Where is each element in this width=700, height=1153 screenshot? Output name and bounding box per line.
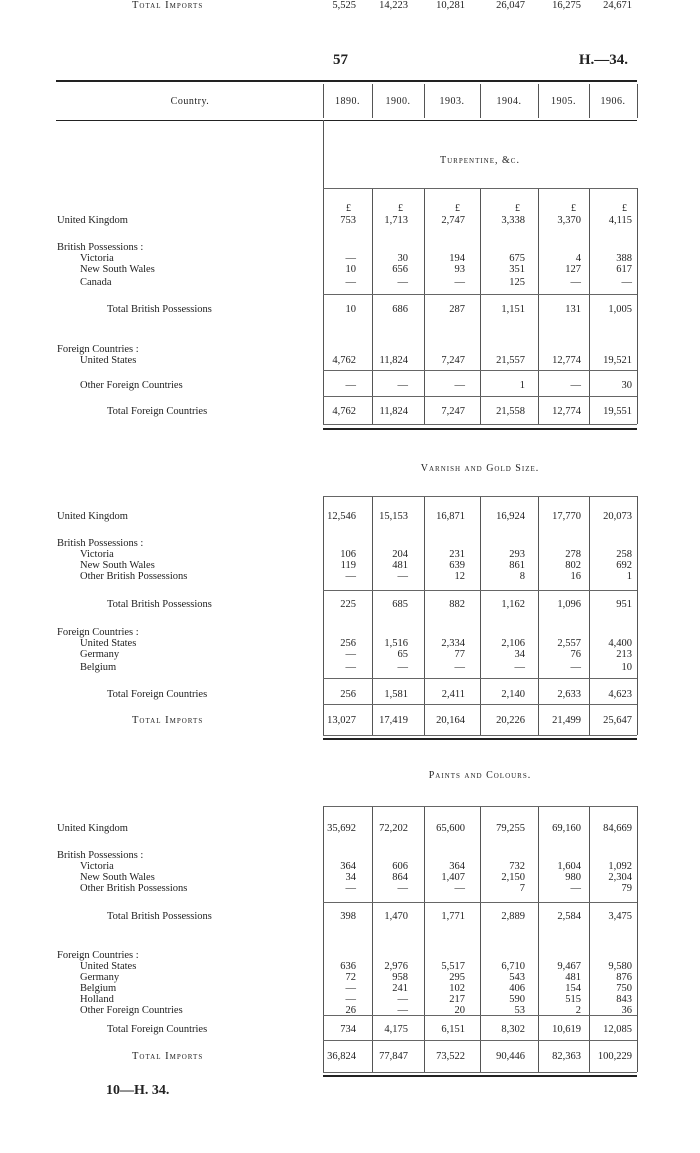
table-row bbox=[0, 599, 700, 611]
cell-value: 1,771 bbox=[441, 911, 465, 922]
cell-value: — bbox=[345, 253, 356, 264]
row-label: British Possessions : bbox=[57, 242, 144, 253]
row-label: Total British Possessions bbox=[107, 911, 212, 922]
cell-value: 35,692 bbox=[327, 823, 356, 834]
table-row bbox=[0, 571, 700, 583]
cell-value: 2,106 bbox=[501, 638, 525, 649]
row-label: British Possessions : bbox=[57, 850, 144, 861]
cell-value: 1,096 bbox=[557, 599, 581, 610]
cell-value: 76 bbox=[570, 649, 581, 660]
cell-value: 9,580 bbox=[608, 961, 632, 972]
cell-value: 1,151 bbox=[501, 304, 525, 315]
cell-value: 3,338 bbox=[501, 215, 525, 226]
cell-value: 2,976 bbox=[384, 961, 408, 972]
section-end-rule bbox=[323, 1075, 637, 1077]
cell-value: — bbox=[454, 883, 465, 894]
cell-value: 278 bbox=[565, 549, 581, 560]
cell-value: 256 bbox=[340, 689, 356, 700]
row-label: New South Wales bbox=[80, 264, 155, 275]
cell-value: 295 bbox=[449, 972, 465, 983]
cell-value: 2,747 bbox=[441, 215, 465, 226]
cell-value: 639 bbox=[449, 560, 465, 571]
cell-value: 194 bbox=[449, 253, 465, 264]
header-column-rule bbox=[372, 84, 373, 118]
cell-value: 16 bbox=[570, 571, 581, 582]
cell-value: 686 bbox=[392, 304, 408, 315]
cell-value: 20,073 bbox=[603, 511, 632, 522]
cell-value: 10,281 bbox=[436, 0, 465, 11]
cell-value: 102 bbox=[449, 983, 465, 994]
page-footer: 10—H. 34. bbox=[106, 1083, 170, 1098]
cell-value: 12,774 bbox=[552, 406, 581, 417]
table-row bbox=[0, 1051, 700, 1063]
top-rule bbox=[56, 80, 637, 82]
cell-value: 213 bbox=[616, 649, 632, 660]
cell-value: 21,499 bbox=[552, 715, 581, 726]
cell-value: — bbox=[345, 983, 356, 994]
cell-value: 127 bbox=[565, 264, 581, 275]
table-row bbox=[0, 823, 700, 835]
row-label: Foreign Countries : bbox=[57, 344, 139, 355]
cell-value: 125 bbox=[509, 277, 525, 288]
cell-value: 65 bbox=[397, 649, 408, 660]
cell-value: 258 bbox=[616, 549, 632, 560]
cell-value: 543 bbox=[509, 972, 525, 983]
header-column-rule bbox=[424, 84, 425, 118]
cell-value: 9,467 bbox=[557, 961, 581, 972]
cell-value: 16,871 bbox=[436, 511, 465, 522]
cell-value: 481 bbox=[392, 560, 408, 571]
cell-value: 12,546 bbox=[327, 511, 356, 522]
cell-value: 119 bbox=[340, 560, 356, 571]
cell-value: — bbox=[345, 380, 356, 391]
row-rule bbox=[323, 806, 637, 807]
cell-value: — bbox=[345, 994, 356, 1005]
currency-symbol: £ bbox=[346, 203, 351, 214]
cell-value: 10,619 bbox=[552, 1024, 581, 1035]
section-title: Paints and Colours. bbox=[428, 770, 532, 781]
cell-value: 753 bbox=[340, 215, 356, 226]
cell-value: 1,713 bbox=[384, 215, 408, 226]
country-column-header: Country. bbox=[170, 96, 210, 107]
section-title: Turpentine, &c. bbox=[440, 155, 520, 166]
cell-value: 79,255 bbox=[496, 823, 525, 834]
cell-value: 77 bbox=[454, 649, 465, 660]
cell-value: 734 bbox=[340, 1024, 356, 1035]
table-row bbox=[0, 649, 700, 661]
cell-value: 17,770 bbox=[552, 511, 581, 522]
cell-value: 12,085 bbox=[603, 1024, 632, 1035]
column-rule bbox=[323, 120, 324, 188]
cell-value: — bbox=[345, 277, 356, 288]
cell-value: 1 bbox=[519, 380, 525, 391]
cell-value: — bbox=[397, 1005, 408, 1016]
cell-value: 515 bbox=[565, 994, 581, 1005]
cell-value: — bbox=[345, 883, 356, 894]
cell-value: 73,522 bbox=[436, 1051, 465, 1062]
cell-value: — bbox=[345, 649, 356, 660]
row-label: Canada bbox=[80, 277, 112, 288]
cell-value: 636 bbox=[340, 961, 356, 972]
row-rule bbox=[323, 396, 637, 397]
cell-value: 750 bbox=[616, 983, 632, 994]
cell-value: 2,304 bbox=[608, 872, 632, 883]
header-rule bbox=[56, 120, 637, 121]
cell-value: 241 bbox=[392, 983, 408, 994]
cell-value: 802 bbox=[565, 560, 581, 571]
cell-value: 364 bbox=[340, 861, 356, 872]
page-number: 57 bbox=[333, 52, 348, 68]
cell-value: 79 bbox=[621, 883, 632, 894]
cell-value: 65,600 bbox=[436, 823, 465, 834]
cell-value: 364 bbox=[449, 861, 465, 872]
cell-value: — bbox=[397, 277, 408, 288]
header-column-rule bbox=[323, 84, 324, 118]
cell-value: 287 bbox=[449, 304, 465, 315]
row-label: Total British Possessions bbox=[107, 304, 212, 315]
cell-value: 2,633 bbox=[557, 689, 581, 700]
cell-value: 1,516 bbox=[384, 638, 408, 649]
cell-value: 10 bbox=[345, 304, 356, 315]
cell-value: 24,671 bbox=[603, 0, 632, 11]
cell-value: 2,889 bbox=[501, 911, 525, 922]
row-label: Total Foreign Countries bbox=[107, 689, 208, 700]
cell-value: 10 bbox=[345, 264, 356, 275]
cell-value: — bbox=[514, 662, 525, 673]
cell-value: 2,557 bbox=[557, 638, 581, 649]
cell-value: 843 bbox=[616, 994, 632, 1005]
row-rule bbox=[323, 294, 637, 295]
row-label: Belgium bbox=[80, 662, 117, 673]
currency-symbol: £ bbox=[622, 203, 627, 214]
page-reference: H.—34. bbox=[578, 52, 628, 68]
cell-value: 1,604 bbox=[557, 861, 581, 872]
row-rule bbox=[323, 678, 637, 679]
table-row bbox=[0, 715, 700, 727]
cell-value: 11,824 bbox=[379, 355, 408, 366]
row-label: Other Foreign Countries bbox=[80, 380, 183, 391]
row-label: Total British Possessions bbox=[107, 599, 212, 610]
row-label: United States bbox=[80, 355, 137, 366]
cell-value: — bbox=[570, 277, 581, 288]
currency-symbol: £ bbox=[571, 203, 576, 214]
cell-value: 2,140 bbox=[501, 689, 525, 700]
table-row bbox=[0, 380, 700, 392]
cell-value: — bbox=[397, 380, 408, 391]
cell-value: 351 bbox=[509, 264, 525, 275]
cell-value: 5,517 bbox=[441, 961, 465, 972]
row-label: Total Imports bbox=[132, 1051, 204, 1062]
cell-value: 217 bbox=[449, 994, 465, 1005]
cell-value: 656 bbox=[392, 264, 408, 275]
cell-value: 2,334 bbox=[441, 638, 465, 649]
cell-value: 93 bbox=[454, 264, 465, 275]
cell-value: 293 bbox=[509, 549, 525, 560]
cell-value: 16,924 bbox=[496, 511, 525, 522]
table-row bbox=[0, 911, 700, 923]
row-label: United States bbox=[80, 638, 137, 649]
cell-value: 2,584 bbox=[557, 911, 581, 922]
cell-value: 5,525 bbox=[332, 0, 356, 11]
cell-value: 4,762 bbox=[332, 406, 356, 417]
cell-value: — bbox=[454, 662, 465, 673]
row-label: Belgium bbox=[80, 983, 117, 994]
row-label: British Possessions : bbox=[57, 538, 144, 549]
cell-value: 17,419 bbox=[379, 715, 408, 726]
cell-value: 7,247 bbox=[441, 355, 465, 366]
section-title: Varnish and Gold Size. bbox=[420, 463, 540, 474]
row-rule bbox=[323, 735, 637, 736]
row-label: Total Imports bbox=[132, 715, 204, 726]
year-column-header: 1904. bbox=[496, 96, 522, 107]
currency-symbol: £ bbox=[455, 203, 460, 214]
cell-value: — bbox=[454, 277, 465, 288]
row-label: United Kingdom bbox=[57, 511, 128, 522]
cell-value: 958 bbox=[392, 972, 408, 983]
table-row bbox=[0, 264, 700, 276]
cell-value: 36 bbox=[621, 1005, 632, 1016]
table-row bbox=[0, 1024, 700, 1036]
cell-value: 406 bbox=[509, 983, 525, 994]
currency-symbol: £ bbox=[515, 203, 520, 214]
cell-value: 8,302 bbox=[501, 1024, 525, 1035]
header-column-rule bbox=[538, 84, 539, 118]
table-row bbox=[0, 1005, 700, 1017]
cell-value: 53 bbox=[514, 1005, 525, 1016]
row-label: Holland bbox=[80, 994, 114, 1005]
cell-value: 26,047 bbox=[496, 0, 525, 11]
cell-value: 481 bbox=[565, 972, 581, 983]
cell-value: — bbox=[345, 571, 356, 582]
cell-value: 154 bbox=[565, 983, 581, 994]
cell-value: 685 bbox=[392, 599, 408, 610]
cell-value: 1,092 bbox=[608, 861, 632, 872]
cell-value: 2,150 bbox=[501, 872, 525, 883]
row-label: Other British Possessions bbox=[80, 883, 188, 894]
cell-value: 6,710 bbox=[501, 961, 525, 972]
cell-value: 106 bbox=[340, 549, 356, 560]
cell-value: 876 bbox=[616, 972, 632, 983]
section-end-rule bbox=[323, 428, 637, 430]
cell-value: 1,162 bbox=[501, 599, 525, 610]
row-label: United Kingdom bbox=[57, 823, 128, 834]
cell-value: 25,647 bbox=[603, 715, 632, 726]
cell-value: 1 bbox=[626, 571, 632, 582]
row-label: Other British Possessions bbox=[80, 571, 188, 582]
cell-value: 7 bbox=[519, 883, 525, 894]
cell-value: 590 bbox=[509, 994, 525, 1005]
row-label: Other Foreign Countries bbox=[80, 1005, 183, 1016]
cell-value: 12 bbox=[454, 571, 465, 582]
cell-value: 861 bbox=[509, 560, 525, 571]
cell-value: 225 bbox=[340, 599, 356, 610]
cell-value: 82,363 bbox=[552, 1051, 581, 1062]
cell-value: 2,411 bbox=[441, 689, 465, 700]
cell-value: 8 bbox=[519, 571, 525, 582]
table-row bbox=[0, 0, 700, 12]
year-column-header: 1903. bbox=[439, 96, 465, 107]
cell-value: 617 bbox=[616, 264, 632, 275]
row-label: Total Foreign Countries bbox=[107, 1024, 208, 1035]
cell-value: 84,669 bbox=[603, 823, 632, 834]
cell-value: 19,521 bbox=[603, 355, 632, 366]
cell-value: — bbox=[570, 380, 581, 391]
cell-value: 692 bbox=[616, 560, 632, 571]
cell-value: 675 bbox=[509, 253, 525, 264]
cell-value: 6,151 bbox=[441, 1024, 465, 1035]
year-column-header: 1905. bbox=[551, 96, 576, 107]
cell-value: 34 bbox=[345, 872, 356, 883]
cell-value: 4 bbox=[575, 253, 581, 264]
cell-value: 90,446 bbox=[496, 1051, 525, 1062]
cell-value: 1,005 bbox=[608, 304, 632, 315]
cell-value: 11,824 bbox=[379, 406, 408, 417]
cell-value: 26 bbox=[345, 1005, 356, 1016]
row-rule bbox=[323, 902, 637, 903]
row-label: Total Imports bbox=[132, 0, 204, 11]
currency-symbol: £ bbox=[398, 203, 403, 214]
table-row bbox=[0, 511, 700, 523]
row-label: Victoria bbox=[80, 861, 114, 872]
row-label: Foreign Countries : bbox=[57, 627, 139, 638]
cell-value: 20 bbox=[454, 1005, 465, 1016]
row-label: New South Wales bbox=[80, 560, 155, 571]
cell-value: 10 bbox=[621, 662, 632, 673]
row-label: United Kingdom bbox=[57, 215, 128, 226]
cell-value: 15,153 bbox=[379, 511, 408, 522]
table-row bbox=[0, 277, 700, 289]
row-label: Victoria bbox=[80, 253, 114, 264]
cell-value: 4,623 bbox=[608, 689, 632, 700]
cell-value: 14,223 bbox=[379, 0, 408, 11]
cell-value: 1,581 bbox=[384, 689, 408, 700]
cell-value: 2 bbox=[575, 1005, 581, 1016]
cell-value: 864 bbox=[392, 872, 408, 883]
cell-value: 30 bbox=[397, 253, 408, 264]
table-row bbox=[0, 215, 700, 227]
cell-value: 36,824 bbox=[327, 1051, 356, 1062]
header-column-rule bbox=[589, 84, 590, 118]
cell-value: 7,247 bbox=[441, 406, 465, 417]
row-label: United States bbox=[80, 961, 137, 972]
cell-value: 100,229 bbox=[597, 1051, 632, 1062]
header-column-rule bbox=[480, 84, 481, 118]
row-label: Total Foreign Countries bbox=[107, 406, 208, 417]
cell-value: 732 bbox=[509, 861, 525, 872]
cell-value: 16,275 bbox=[552, 0, 581, 11]
cell-value: 4,115 bbox=[608, 215, 632, 226]
cell-value: 69,160 bbox=[552, 823, 581, 834]
table-row bbox=[0, 406, 700, 418]
cell-value: 606 bbox=[392, 861, 408, 872]
cell-value: 72 bbox=[345, 972, 356, 983]
row-label: Victoria bbox=[80, 549, 114, 560]
cell-value: — bbox=[397, 571, 408, 582]
row-label: New South Wales bbox=[80, 872, 155, 883]
cell-value: — bbox=[397, 883, 408, 894]
cell-value: 72,202 bbox=[379, 823, 408, 834]
cell-value: 20,226 bbox=[496, 715, 525, 726]
cell-value: 77,847 bbox=[379, 1051, 408, 1062]
year-column-header: 1890. bbox=[335, 96, 360, 107]
cell-value: 13,027 bbox=[327, 715, 356, 726]
cell-value: 4,400 bbox=[608, 638, 632, 649]
table-row bbox=[0, 883, 700, 895]
cell-value: 980 bbox=[565, 872, 581, 883]
cell-value: — bbox=[397, 662, 408, 673]
cell-value: — bbox=[570, 662, 581, 673]
cell-value: 21,558 bbox=[496, 406, 525, 417]
cell-value: 204 bbox=[392, 549, 408, 560]
cell-value: 21,557 bbox=[496, 355, 525, 366]
cell-value: 951 bbox=[616, 599, 632, 610]
cell-value: 1,407 bbox=[441, 872, 465, 883]
cell-value: — bbox=[454, 380, 465, 391]
cell-value: 3,475 bbox=[608, 911, 632, 922]
cell-value: 256 bbox=[340, 638, 356, 649]
cell-value: — bbox=[621, 277, 632, 288]
cell-value: 398 bbox=[340, 911, 356, 922]
row-label: Germany bbox=[80, 972, 120, 983]
cell-value: 20,164 bbox=[436, 715, 465, 726]
table-row bbox=[0, 355, 700, 367]
row-rule bbox=[323, 1040, 637, 1041]
year-column-header: 1900. bbox=[385, 96, 411, 107]
row-rule bbox=[323, 188, 637, 189]
cell-value: 19,551 bbox=[603, 406, 632, 417]
cell-value: — bbox=[345, 662, 356, 673]
cell-value: 1,470 bbox=[384, 911, 408, 922]
cell-value: 231 bbox=[449, 549, 465, 560]
cell-value: 4,175 bbox=[384, 1024, 408, 1035]
cell-value: 388 bbox=[616, 253, 632, 264]
cell-value: — bbox=[570, 883, 581, 894]
row-rule bbox=[323, 424, 637, 425]
cell-value: 4,762 bbox=[332, 355, 356, 366]
row-rule bbox=[323, 370, 637, 371]
table-row bbox=[0, 304, 700, 316]
cell-value: 12,774 bbox=[552, 355, 581, 366]
row-rule bbox=[323, 1072, 637, 1073]
cell-value: 34 bbox=[514, 649, 525, 660]
cell-value: 30 bbox=[621, 380, 632, 391]
table-row bbox=[0, 662, 700, 674]
section-end-rule bbox=[323, 738, 637, 740]
cell-value: 882 bbox=[449, 599, 465, 610]
table-row bbox=[0, 689, 700, 701]
row-label: Germany bbox=[80, 649, 120, 660]
year-column-header: 1906. bbox=[600, 96, 626, 107]
cell-value: 3,370 bbox=[557, 215, 581, 226]
cell-value: — bbox=[397, 994, 408, 1005]
page-header bbox=[0, 52, 700, 72]
row-label: Foreign Countries : bbox=[57, 950, 139, 961]
row-rule bbox=[323, 496, 637, 497]
cell-value: 131 bbox=[565, 304, 581, 315]
header-column-rule bbox=[637, 84, 638, 118]
row-rule bbox=[323, 704, 637, 705]
row-rule bbox=[323, 590, 637, 591]
